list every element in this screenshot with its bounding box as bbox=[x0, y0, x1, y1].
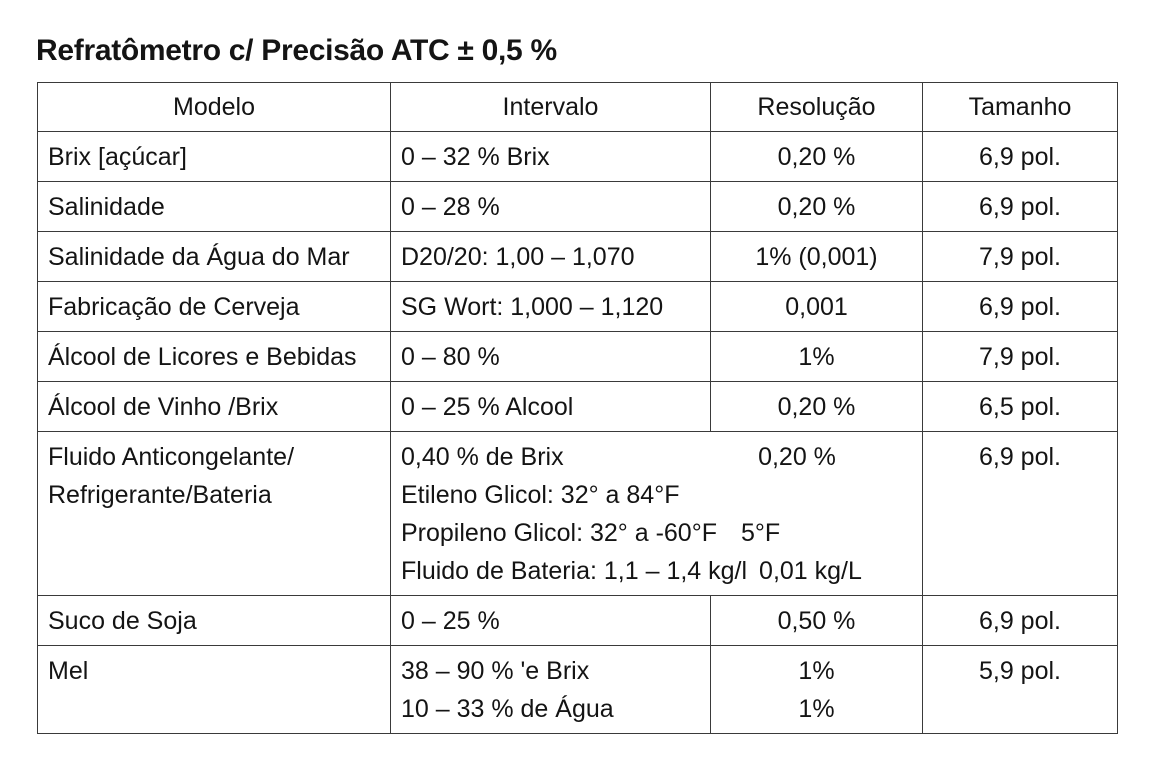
cell-model: Álcool de Licores e Bebidas bbox=[38, 332, 391, 382]
page-title: Refratômetro c/ Precisão ATC ± 0,5 % bbox=[36, 34, 557, 67]
table-row-honey bbox=[38, 646, 1118, 734]
cell-resolution: 0,20 % bbox=[711, 382, 923, 432]
table-row-antifreeze bbox=[38, 432, 1118, 596]
cell-size: 6,9 pol. bbox=[923, 182, 1118, 232]
cell-model: Salinidade bbox=[38, 182, 391, 232]
cell-resolution: 1% bbox=[711, 332, 923, 382]
header-model: Modelo bbox=[38, 83, 391, 132]
cell-size: 7,9 pol. bbox=[923, 232, 1118, 282]
cell-model: Fabricação de Cerveja bbox=[38, 282, 391, 332]
cell-range-merged bbox=[391, 432, 923, 596]
table-row bbox=[38, 182, 1118, 232]
resolution-line: 1% bbox=[798, 695, 835, 723]
cell-range: 0 – 25 % Alcool bbox=[391, 382, 711, 432]
resolution-line: 5°F bbox=[740, 519, 781, 547]
resolution-line: 0,20 % bbox=[758, 443, 836, 471]
table-row bbox=[38, 232, 1118, 282]
model-line: Refrigerante/Bateria bbox=[48, 481, 272, 509]
cell-range bbox=[391, 646, 711, 734]
resolution-line: 0,01 kg/L bbox=[759, 557, 862, 585]
cell-model: Mel bbox=[38, 646, 391, 734]
cell-size: 6,9 pol. bbox=[923, 282, 1118, 332]
range-line: 0,40 % de Brix bbox=[401, 443, 564, 471]
table-row bbox=[38, 596, 1118, 646]
cell-size: 6,9 pol. bbox=[923, 432, 1118, 596]
range-line: Etileno Glicol: 32° a 84°F bbox=[401, 481, 680, 509]
table-row bbox=[38, 332, 1118, 382]
table-row bbox=[38, 382, 1118, 432]
header-size: Tamanho bbox=[923, 83, 1118, 132]
spec-table bbox=[37, 82, 1118, 734]
cell-range: SG Wort: 1,000 – 1,120 bbox=[391, 282, 711, 332]
cell-resolution: 0,001 bbox=[711, 282, 923, 332]
cell-size: 6,9 pol. bbox=[923, 596, 1118, 646]
cell-resolution: 0,20 % bbox=[711, 132, 923, 182]
cell-size: 6,5 pol. bbox=[923, 382, 1118, 432]
cell-size: 6,9 pol. bbox=[923, 132, 1118, 182]
table-row bbox=[38, 282, 1118, 332]
cell-resolution: 0,20 % bbox=[711, 182, 923, 232]
cell-range: 0 – 28 % bbox=[391, 182, 711, 232]
cell-resolution: 1% (0,001) bbox=[711, 232, 923, 282]
cell-range: 0 – 32 % Brix bbox=[391, 132, 711, 182]
cell-model: Álcool de Vinho /Brix bbox=[38, 382, 391, 432]
cell-range: 0 – 25 % bbox=[391, 596, 711, 646]
cell-model: Brix [açúcar] bbox=[38, 132, 391, 182]
range-line: Fluido de Bateria: 1,1 – 1,4 kg/l bbox=[401, 557, 748, 585]
cell-resolution bbox=[711, 646, 923, 734]
header-resolution: Resolução bbox=[711, 83, 923, 132]
table-row bbox=[38, 132, 1118, 182]
range-line: 38 – 90 % 'e Brix bbox=[401, 657, 590, 685]
header-row bbox=[38, 83, 1118, 132]
range-line: 10 – 33 % de Água bbox=[401, 695, 614, 723]
cell-size: 5,9 pol. bbox=[923, 646, 1118, 734]
cell-range: 0 – 80 % bbox=[391, 332, 711, 382]
cell-model: Suco de Soja bbox=[38, 596, 391, 646]
cell-model: Salinidade da Água do Mar bbox=[38, 232, 391, 282]
cell-resolution: 0,50 % bbox=[711, 596, 923, 646]
range-line: Propileno Glicol: 32° a -60°F bbox=[401, 519, 717, 547]
header-range: Intervalo bbox=[391, 83, 711, 132]
cell-size: 7,9 pol. bbox=[923, 332, 1118, 382]
cell-model bbox=[38, 432, 391, 596]
model-line: Fluido Anticongelante/ bbox=[48, 443, 295, 471]
resolution-line: 1% bbox=[798, 657, 835, 685]
cell-range: D20/20: 1,00 – 1,070 bbox=[391, 232, 711, 282]
